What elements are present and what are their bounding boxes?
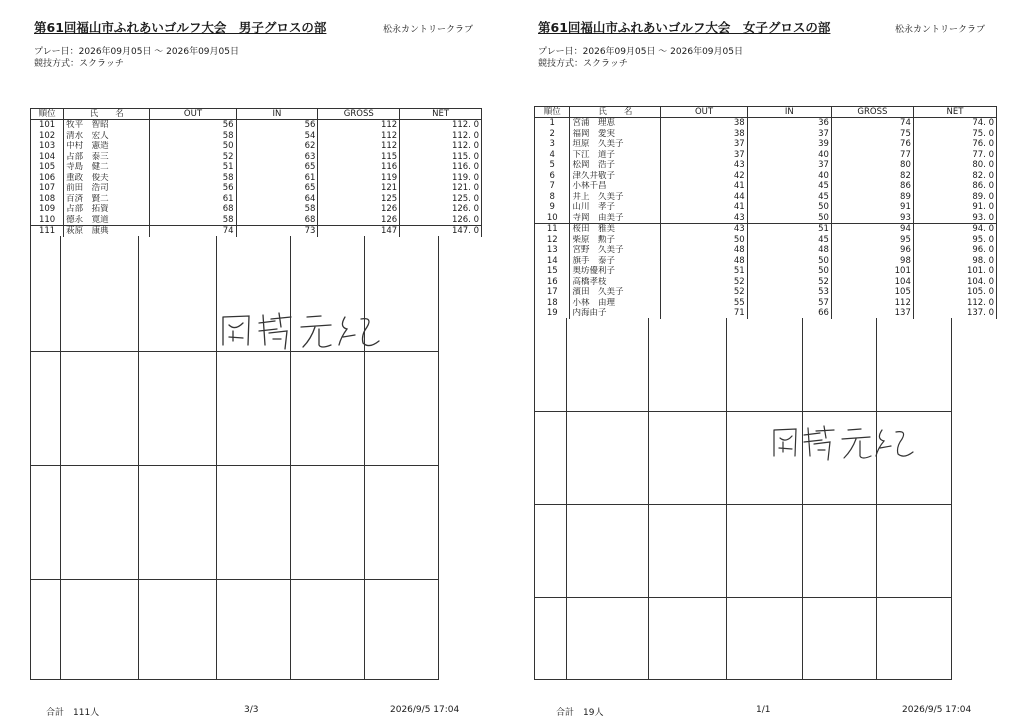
cell-rank: 107 (31, 183, 64, 194)
table-row (31, 215, 482, 226)
cell-net: 121. 0 (400, 183, 482, 194)
play-date: プレー日：2026年09月05日 ～ 2026年09月05日 (538, 47, 743, 57)
cell-in: 61 (236, 173, 318, 184)
cell-gross: 112 (318, 141, 400, 152)
cell-net: 91. 0 (913, 202, 996, 213)
header-name: 氏 名 (64, 109, 150, 120)
cell-net: 115. 0 (400, 152, 482, 163)
header-rank: 順位 (535, 107, 570, 118)
cell-rank: 7 (535, 181, 570, 192)
results-table (534, 106, 997, 319)
cell-out: 55 (661, 298, 747, 309)
cell-gross: 119 (318, 173, 400, 184)
table-row (535, 213, 997, 224)
cell-gross: 96 (831, 245, 913, 256)
cell-out: 50 (150, 141, 236, 152)
cell-name: 德永 寛道 (64, 215, 150, 226)
cell-name: 占部 拓資 (64, 204, 150, 215)
cell-name: 山川 孝子 (570, 202, 661, 213)
empty-grid (534, 318, 998, 680)
header-out: OUT (661, 107, 747, 118)
cell-in: 40 (747, 150, 831, 161)
cell-name: 中村 憲造 (64, 141, 150, 152)
results-table (30, 108, 482, 237)
cell-rank: 17 (535, 287, 570, 298)
cell-net: 82. 0 (913, 171, 996, 182)
cell-net: 75. 0 (913, 129, 996, 140)
cell-rank: 108 (31, 194, 64, 205)
cell-in: 51 (747, 224, 831, 235)
cell-gross: 105 (831, 287, 913, 298)
cell-rank: 102 (31, 131, 64, 142)
cell-net: 112. 0 (400, 120, 482, 131)
cell-name: 百済 賢二 (64, 194, 150, 205)
cell-out: 58 (150, 131, 236, 142)
cell-name: 清水 宏人 (64, 131, 150, 142)
table-row (535, 256, 997, 267)
table-row (535, 298, 997, 309)
cell-gross: 126 (318, 204, 400, 215)
cell-name: 占部 泰三 (64, 152, 150, 163)
cell-in: 50 (747, 266, 831, 277)
cell-gross: 82 (831, 171, 913, 182)
cell-name: 小林千昌 (570, 181, 661, 192)
cell-out: 68 (150, 204, 236, 215)
cell-rank: 105 (31, 162, 64, 173)
table-row (31, 162, 482, 173)
cell-name: 高橋孝枝 (570, 277, 661, 288)
cell-net: 119. 0 (400, 173, 482, 184)
cell-in: 50 (747, 256, 831, 267)
cell-in: 57 (747, 298, 831, 309)
cell-net: 101. 0 (913, 266, 996, 277)
cell-out: 50 (661, 235, 747, 246)
table-header-row (535, 107, 997, 118)
cell-rank: 106 (31, 173, 64, 184)
cell-name: 旗手 泰子 (570, 256, 661, 267)
cell-name: 下江 道子 (570, 150, 661, 161)
cell-net: 137. 0 (913, 308, 996, 319)
cell-rank: 14 (535, 256, 570, 267)
header-out: OUT (150, 109, 236, 120)
table-row (535, 150, 997, 161)
cell-in: 37 (747, 129, 831, 140)
cell-net: 76. 0 (913, 139, 996, 150)
cell-gross: 94 (831, 224, 913, 235)
cell-rank: 3 (535, 139, 570, 150)
cell-rank: 104 (31, 152, 64, 163)
cell-in: 62 (236, 141, 318, 152)
cell-out: 58 (150, 173, 236, 184)
cell-out: 71 (661, 308, 747, 319)
header-name: 氏 名 (570, 107, 661, 118)
cell-in: 73 (236, 226, 318, 237)
cell-rank: 10 (535, 213, 570, 224)
cell-gross: 104 (831, 277, 913, 288)
cell-in: 68 (236, 215, 318, 226)
cell-name: 宮浦 理恵 (570, 118, 661, 129)
cell-name: 奥坊優利子 (570, 266, 661, 277)
cell-rank: 103 (31, 141, 64, 152)
cell-out: 52 (661, 287, 747, 298)
cell-name: 寺島 健二 (64, 162, 150, 173)
cell-rank: 109 (31, 204, 64, 215)
table-row (535, 235, 997, 246)
cell-net: 80. 0 (913, 160, 996, 171)
cell-gross: 77 (831, 150, 913, 161)
cell-rank: 110 (31, 215, 64, 226)
cell-rank: 18 (535, 298, 570, 309)
cell-net: 147. 0 (400, 226, 482, 237)
cell-name: 牧平 智昭 (64, 120, 150, 131)
table-row (535, 308, 997, 319)
cell-in: 39 (747, 139, 831, 150)
cell-net: 93. 0 (913, 213, 996, 224)
cell-out: 58 (150, 215, 236, 226)
cell-gross: 86 (831, 181, 913, 192)
table-row (535, 129, 997, 140)
table-row (535, 224, 997, 235)
header-in: IN (747, 107, 831, 118)
table-row (535, 245, 997, 256)
cell-rank: 2 (535, 129, 570, 140)
cell-net: 112. 0 (400, 141, 482, 152)
total-count: 合計 111人 (46, 708, 100, 718)
signature (768, 420, 918, 465)
cell-out: 41 (661, 181, 747, 192)
cell-net: 98. 0 (913, 256, 996, 267)
cell-out: 42 (661, 171, 747, 182)
print-timestamp: 2026/9/5 17:04 (902, 705, 972, 715)
table-row (535, 118, 997, 129)
cell-out: 56 (150, 183, 236, 194)
competition-method: 競技方式：スクラッチ (538, 59, 628, 69)
table-row (535, 277, 997, 288)
club-name: 松永カントリークラブ (895, 25, 986, 35)
cell-rank: 101 (31, 120, 64, 131)
cell-gross: 91 (831, 202, 913, 213)
cell-gross: 80 (831, 160, 913, 171)
cell-net: 116. 0 (400, 162, 482, 173)
cell-net: 126. 0 (400, 215, 482, 226)
cell-gross: 115 (318, 152, 400, 163)
page-title: 第61回福山市ふれあいゴルフ大会 女子グロスの部 (538, 20, 831, 35)
table-row (31, 226, 482, 237)
cell-net: 96. 0 (913, 245, 996, 256)
cell-out: 37 (661, 139, 747, 150)
cell-in: 54 (236, 131, 318, 142)
table-row (535, 266, 997, 277)
cell-gross: 125 (318, 194, 400, 205)
cell-rank: 4 (535, 150, 570, 161)
competition-method: 競技方式：スクラッチ (34, 59, 124, 69)
grid-lines (30, 236, 439, 680)
header-net: NET (913, 107, 996, 118)
cell-rank: 11 (535, 224, 570, 235)
cell-out: 48 (661, 245, 747, 256)
table-row (31, 183, 482, 194)
cell-net: 94. 0 (913, 224, 996, 235)
page-number: 3/3 (244, 705, 259, 715)
cell-gross: 147 (318, 226, 400, 237)
cell-name: 萩原 康典 (64, 226, 150, 237)
cell-in: 64 (236, 194, 318, 205)
cell-net: 77. 0 (913, 150, 996, 161)
table-row (31, 120, 482, 131)
cell-net: 104. 0 (913, 277, 996, 288)
cell-gross: 112 (318, 120, 400, 131)
cell-name: 宮野 久美子 (570, 245, 661, 256)
table-row (31, 194, 482, 205)
cell-rank: 13 (535, 245, 570, 256)
cell-gross: 116 (318, 162, 400, 173)
cell-in: 53 (747, 287, 831, 298)
cell-rank: 15 (535, 266, 570, 277)
cell-name: 前田 浩司 (64, 183, 150, 194)
cell-out: 52 (150, 152, 236, 163)
cell-net: 126. 0 (400, 204, 482, 215)
table-row (31, 131, 482, 142)
cell-in: 66 (747, 308, 831, 319)
cell-name: 津久井敬子 (570, 171, 661, 182)
cell-gross: 137 (831, 308, 913, 319)
table-row (535, 139, 997, 150)
signature (215, 305, 385, 355)
cell-out: 56 (150, 120, 236, 131)
header-net: NET (400, 109, 482, 120)
cell-name: 柴原 勲子 (570, 235, 661, 246)
cell-gross: 112 (318, 131, 400, 142)
cell-name: 寺岡 由美子 (570, 213, 661, 224)
cell-gross: 93 (831, 213, 913, 224)
cell-net: 86. 0 (913, 181, 996, 192)
cell-gross: 76 (831, 139, 913, 150)
cell-net: 112. 0 (400, 131, 482, 142)
cell-out: 51 (661, 266, 747, 277)
page-number: 1/1 (756, 705, 771, 715)
cell-out: 38 (661, 118, 747, 129)
cell-in: 45 (747, 192, 831, 203)
table-row (31, 141, 482, 152)
cell-in: 65 (236, 162, 318, 173)
total-count: 合計 19人 (556, 708, 604, 718)
cell-rank: 111 (31, 226, 64, 237)
cell-in: 40 (747, 171, 831, 182)
cell-name: 内海由子 (570, 308, 661, 319)
cell-out: 43 (661, 213, 747, 224)
cell-gross: 95 (831, 235, 913, 246)
cell-rank: 12 (535, 235, 570, 246)
table-row (31, 173, 482, 184)
cell-gross: 74 (831, 118, 913, 129)
cell-out: 43 (661, 224, 747, 235)
cell-gross: 121 (318, 183, 400, 194)
cell-net: 125. 0 (400, 194, 482, 205)
cell-name: 福岡 愛実 (570, 129, 661, 140)
cell-gross: 89 (831, 192, 913, 203)
cell-gross: 112 (831, 298, 913, 309)
header-gross: GROSS (831, 107, 913, 118)
cell-gross: 75 (831, 129, 913, 140)
cell-in: 50 (747, 213, 831, 224)
cell-out: 51 (150, 162, 236, 173)
cell-out: 52 (661, 277, 747, 288)
table-row (535, 160, 997, 171)
cell-name: 垣原 久美子 (570, 139, 661, 150)
cell-gross: 98 (831, 256, 913, 267)
cell-name: 松岡 浩子 (570, 160, 661, 171)
table-row (31, 204, 482, 215)
table-row (535, 181, 997, 192)
table-row (535, 202, 997, 213)
cell-in: 56 (236, 120, 318, 131)
cell-rank: 16 (535, 277, 570, 288)
cell-net: 105. 0 (913, 287, 996, 298)
cell-out: 38 (661, 129, 747, 140)
cell-net: 74. 0 (913, 118, 996, 129)
cell-in: 48 (747, 245, 831, 256)
cell-name: 井上 久美子 (570, 192, 661, 203)
cell-out: 74 (150, 226, 236, 237)
cell-in: 45 (747, 235, 831, 246)
cell-out: 61 (150, 194, 236, 205)
cell-in: 65 (236, 183, 318, 194)
play-date: プレー日：2026年09月05日 ～ 2026年09月05日 (34, 47, 239, 57)
cell-out: 41 (661, 202, 747, 213)
cell-in: 52 (747, 277, 831, 288)
cell-in: 45 (747, 181, 831, 192)
cell-name: 桜田 雅美 (570, 224, 661, 235)
cell-rank: 19 (535, 308, 570, 319)
header-gross: GROSS (318, 109, 400, 120)
print-timestamp: 2026/9/5 17:04 (390, 705, 460, 715)
cell-out: 43 (661, 160, 747, 171)
cell-in: 37 (747, 160, 831, 171)
cell-net: 89. 0 (913, 192, 996, 203)
header-rank: 順位 (31, 109, 64, 120)
cell-gross: 101 (831, 266, 913, 277)
page-title: 第61回福山市ふれあいゴルフ大会 男子グロスの部 (34, 20, 327, 35)
club-name: 松永カントリークラブ (383, 25, 474, 35)
cell-in: 58 (236, 204, 318, 215)
grid-lines (534, 318, 952, 680)
cell-out: 44 (661, 192, 747, 203)
cell-name: 重政 俊夫 (64, 173, 150, 184)
table-row (535, 192, 997, 203)
table-row (535, 287, 997, 298)
cell-in: 50 (747, 202, 831, 213)
empty-grid (30, 236, 483, 680)
cell-net: 95. 0 (913, 235, 996, 246)
cell-rank: 5 (535, 160, 570, 171)
cell-in: 36 (747, 118, 831, 129)
cell-rank: 9 (535, 202, 570, 213)
table-row (31, 152, 482, 163)
cell-in: 63 (236, 152, 318, 163)
cell-rank: 6 (535, 171, 570, 182)
cell-gross: 126 (318, 215, 400, 226)
cell-name: 濱田 久美子 (570, 287, 661, 298)
table-header-row (31, 109, 482, 120)
cell-name: 小林 由理 (570, 298, 661, 309)
cell-out: 37 (661, 150, 747, 161)
cell-net: 112. 0 (913, 298, 996, 309)
results-page-women (512, 0, 1024, 724)
cell-out: 48 (661, 256, 747, 267)
cell-rank: 8 (535, 192, 570, 203)
cell-rank: 1 (535, 118, 570, 129)
header-in: IN (236, 109, 318, 120)
table-row (535, 171, 997, 182)
